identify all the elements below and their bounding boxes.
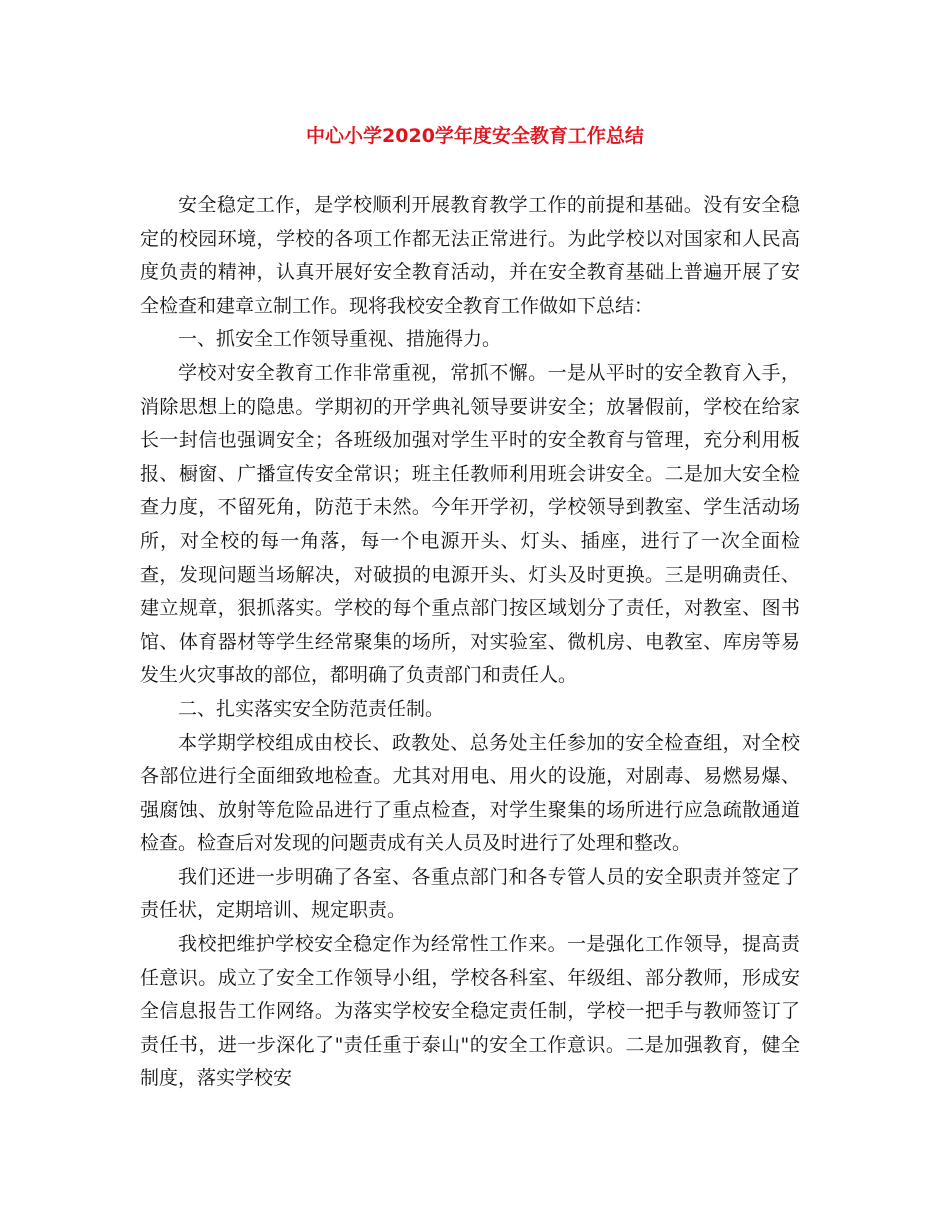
paragraph-section-2-a: 本学期学校组成由校长、政教处、总务处主任参加的安全检查组，对全校各部位进行全面细致地检查。尤其对用电、用火的设施，对剧毒、易燃易爆、强腐蚀、放射等危险品进行了重点检查，对学生聚集的场所进行应急疏散通道检查。检查后对发现的问题责成有关人员及时进行了处理和整改。 [140, 731, 800, 855]
paragraph-section-2-b: 我们还进一步明确了各室、各重点部门和各专管人员的安全职责并签定了责任状，定期培训、规定职责。 [140, 865, 800, 922]
paragraph-section-2-c: 我校把维护学校安全稳定作为经常性工作来。一是强化工作领导，提高责任意识。成立了安全工作领导小组，学校各科室、年级组、部分教师，形成安全信息报告工作网络。为落实学校安全稳定责任制，学校一把手与教师签订了责任书，进一步深化了"责任重于泰山"的安全工作意识。二是加强教育，健全制度，落实学校安 [140, 933, 800, 1090]
paragraph-section-1: 学校对安全教育工作非常重视，常抓不懈。一是从平时的安全教育入手，消除思想上的隐患。学期初的开学典礼领导要讲安全；放暑假前，学校在给家长一封信也强调安全；各班级加强对学生平时的安全教育与管理，充分利用板报、橱窗、广播宣传安全常识；班主任教师利用班会讲安全。二是加大安全检查力度，不留死角，防范于未然。今年开学初，学校领导到教室、学生活动场所，对全校的每一角落，每一个电源开头、灯头、插座，进行了一次全面检查，发现问题当场解决，对破损的电源开头、灯头及时更换。三是明确责任、建立规章，狠抓落实。学校的每个重点部门按区域划分了责任，对教室、图书馆、体育器材等学生经常聚集的场所，对实验室、微机房、电教室、库房等易发生火灾事故的部位，都明确了负责部门和责任人。 [140, 361, 800, 687]
document-body [140, 189, 800, 1096]
section-heading-1: 一、抓安全工作领导重视、措施得力。 [178, 328, 502, 351]
section-heading-2: 二、扎实落实安全防范责任制。 [178, 697, 445, 720]
paragraph-intro: 安全稳定工作，是学校顺利开展教育教学工作的前提和基础。没有安全稳定的校园环境，学校的各项工作都无法正常进行。为此学校以对国家和人民高度负责的精神，认真开展好安全教育活动，并在安全教育基础上普遍开展了安全检查和建章立制工作。现将我校安全教育工作做如下总结： [140, 194, 800, 317]
document-title: 中心小学2020学年度安全教育工作总结 [306, 125, 644, 147]
